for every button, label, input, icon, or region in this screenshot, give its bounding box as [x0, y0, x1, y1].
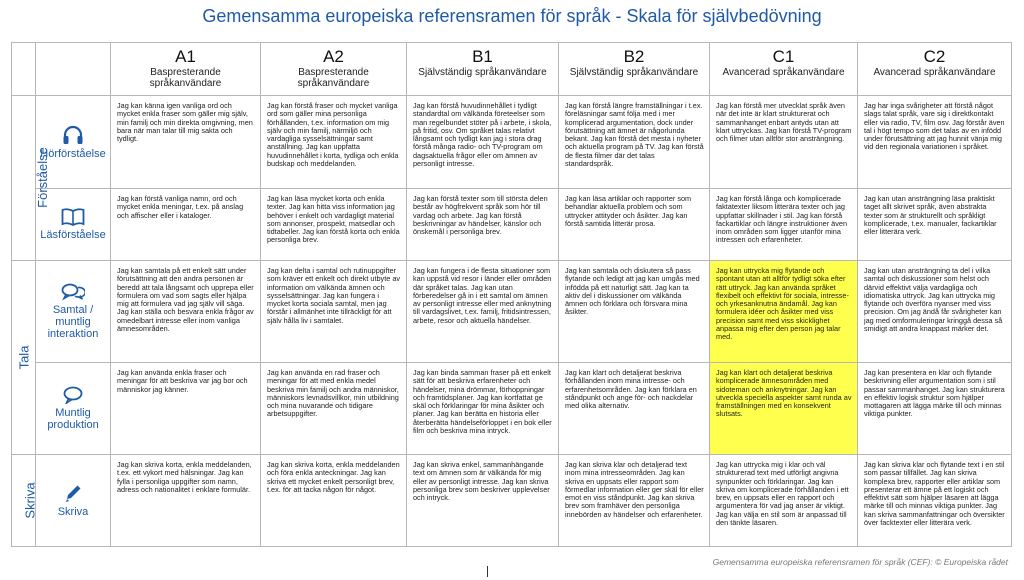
descriptor-cell: Jag kan använda en rad fraser och meningar för att med enkla medel beskriva min familj och andra människor, människors levnadsvillkor, min utbildning och mina nuvarande och tidigare arbetsuppgifter.: [261, 363, 407, 455]
descriptor-cell: Jag kan förstå mer utvecklat språk även när det inte är klart strukturerat och sammanhanget enbart antyds utan att klart uttryckas. Jag kan förstå TV-program och filmer utan alltför stor ansträngning.: [710, 96, 858, 189]
descriptor-cell: Jag kan förstå texter som till största delen består av högfrekvent språk som hör till vardag och arbete. Jag kan förstå beskrivningar av händelser, känslor och önskemål i personliga brev.: [407, 189, 559, 261]
descriptor-cell: Jag kan använda enkla fraser och meningar för att beskriva var jag bor och människor jag känner.: [111, 363, 261, 455]
level-description: Avancerad språkanvändare: [873, 67, 996, 78]
descriptor-cell: Jag kan känna igen vanliga ord och mycket enkla fraser som gäller mig själv, min familj och min direkta omgivning, men bara när man talar till mig sakta och tydligt.: [111, 96, 261, 189]
descriptor-cell: Jag kan utan ansträngning ta del i vilka samtal och diskussioner som helst och därvid effektivt välja vardagliga och idiomatiska uttryck. Jag kan uttrycka mig flytande och överföra nyanser med viss precision. Om jag ändå får svårigheter kan jag med omformuleringar kringgå dessa så smidigt att andra knappast märker det.: [858, 261, 1012, 363]
descriptor-cell-highlighted: Jag kan klart och detaljerat beskriva komplicerade ämnesområden med sidoteman och anknytningar. Jag kan utveckla speciella aspekter samt runda av framställningen med en konsekvent slutsats.: [710, 363, 858, 455]
level-description: Baspresterande språkanvändare: [297, 67, 370, 89]
table-row: [12, 261, 1012, 363]
descriptor-cell: Jag kan utan ansträngning läsa praktiskt taget allt skrivet språk, även abstrakta texter som är strukturellt och språkligt komplicerade, t.ex. manualer, fackartiklar eller litterära verk.: [858, 189, 1012, 261]
skill-muntlig-produktion: [36, 363, 111, 455]
level-code: C2: [923, 47, 946, 66]
descriptor-cell: Jag kan förstå vanliga namn, ord och mycket enkla meningar, t.ex. på anslag och affischer eller i kataloger.: [111, 189, 261, 261]
skill-label: Läsförståelse: [40, 229, 106, 241]
descriptor-cell: Jag kan binda samman fraser på ett enkelt sätt för att beskriva erfarenheter och händelser, mina drömmar, förhoppningar och framtidsplaner. Jag kan kortfattat ge skäl och förklaringar för mina åsikter och planer. Jag kan berätta en historia eller återberätta händelseförloppet i en bok eller film och beskriva mina intryck.: [407, 363, 559, 455]
skill-skriva: [36, 455, 111, 547]
skill-label: Samtal / muntlig interaktion: [47, 304, 99, 340]
corner-cell: [12, 43, 36, 96]
level-header-row: [12, 43, 1012, 96]
level-code: A1: [175, 47, 196, 66]
descriptor-cell: Jag kan läsa artiklar och rapporter som behandlar aktuella problem och som uttrycker attityder och åsikter. Jag kan förstå samtida litterär prosa.: [559, 189, 710, 261]
chat-bubbles-icon: [61, 283, 85, 301]
book-icon: [61, 208, 85, 226]
descriptor-cell: Jag kan skriva korta, enkla meddelanden, t.ex. ett vykort med hälsningar. Jag kan fylla i personliga uppgifter som namn, adress och nationalitet i enklare formulär.: [111, 455, 261, 547]
level-description: Baspresterande språkanvändare: [149, 67, 222, 89]
skill-label: Skriva: [57, 506, 89, 518]
descriptor-cell: Jag kan presentera en klar och flytande beskrivning eller argumentation som i stil passar sammanhanget. Jag kan strukturera en effektiv logisk struktur som hjälper mottagaren att lägga märke till och minnas viktiga punkter.: [858, 363, 1012, 455]
descriptor-cell: Jag kan delta i samtal och rutinuppgifter som kräver ett enkelt och direkt utbyte av information om välkända ämnen och sysselsättningar. Jag kan fungera i mycket korta sociala samtal, men jag förstår i allmänhet inte tillräckligt för att själv hålla liv i samtalet.: [261, 261, 407, 363]
descriptor-cell: Jag kan förstå längre framställningar i t.ex. föreläsningar samt följa med i mer komplicerad argumentation, dock under förutsättning att ämnet är någorlunda bekant. Jag kan förstå det mesta i nyheter och aktuella program på TV. Jag kan förstå de flesta filmer där det talas standardspråk.: [559, 96, 710, 189]
level-header-a1: [111, 43, 261, 96]
category-forstaelse: [12, 96, 50, 261]
category-label: Tala: [16, 345, 32, 369]
table-row: [12, 455, 1012, 547]
descriptor-cell: Jag kan förstå huvudinnehållet i tydligt standardtal om välkända företeelser som man regelbundet stöter på i arbete, i skola, på fritid, osv. Om språket talas relativt långsamt och tydligt kan jag i stora drag förstå många radio- och TV-program om dagsaktuella frågor eller om ämnen av personligt intresse.: [407, 96, 559, 189]
table-row: [12, 96, 1012, 189]
level-code: B1: [472, 47, 493, 66]
self-assessment-grid: [11, 42, 1012, 547]
level-code: C1: [772, 47, 795, 66]
headphones-icon: [62, 125, 84, 145]
table-row: [12, 363, 1012, 455]
level-description: Självständig språkanvändare: [569, 67, 699, 78]
skill-label: Muntlig produktion: [47, 407, 99, 431]
skill-label: Hörförståelse: [40, 147, 106, 160]
level-header-a2: [261, 43, 407, 96]
descriptor-cell: Jag kan fungera i de flesta situationer som kan uppstå vid resor i länder eller områden där språket talas. Jag kan utan förberedelser gå in i ett samtal om ämnen av personligt intresse eller med anknytning till vardagslivet, t.ex. familj, fritidsintressen, arbete, resor och aktuella händelser.: [407, 261, 559, 363]
descriptor-cell: Jag kan klart och detaljerat beskriva förhållanden inom mina intresse- och erfarenhetsområden. Jag kan förklara en ståndpunkt och ange för- och nackdelar med olika alternativ.: [559, 363, 710, 455]
descriptor-cell: Jag kan samtala och diskutera så pass flytande och ledigt att jag kan umgås med infödda på ett naturligt sätt. Jag kan ta aktiv del i diskussioner om välkända ämnen och förklara och försvara mina åsikter.: [559, 261, 710, 363]
level-code: A2: [323, 47, 344, 66]
descriptor-cell: Jag kan skriva korta, enkla meddelanden och föra enkla anteckningar. Jag kan skriva ett mycket enkelt personligt brev, t.ex. för att tacka någon för något.: [261, 455, 407, 547]
descriptor-cell: Jag kan skriva klar och flytande text i en stil som passar tillfället. Jag kan skriva komplexa brev, rapporter eller artiklar som presenterar ett ämne på ett logiskt och effektivt sätt som hjälper läsaren att lägga märke till och minnas viktiga punkter. Jag kan skriva sammanfattningar och översikter över facktexter eller litterära verk.: [858, 455, 1012, 547]
text-cursor: [487, 566, 488, 577]
descriptor-cell: Jag kan förstå långa och komplicerade faktatexter liksom litterära texter och jag uppfattar skillnader i stil. Jag kan förstå fackartiklar och längre instruktioner även inom områden som ligger utanför mina intressen och erfarenheter.: [710, 189, 858, 261]
corner-cell: [36, 43, 111, 96]
descriptor-cell: Jag kan samtala på ett enkelt sätt under förutsättning att den andra personen är beredd att tala långsamt och upprepa eller formulera om vad som sagts eller hjälpa mig att formulera vad jag själv vill säga. Jag kan ställa och besvara enkla frågor av omedelbart intresse eller inom vanliga ämnesområden.: [111, 261, 261, 363]
table-row: [12, 189, 1012, 261]
level-header-c2: [858, 43, 1012, 96]
descriptor-cell: Jag kan skriva enkel, sammanhängande text om ämnen som är välkända för mig eller av personligt intresse. Jag kan skriva personliga brev som beskriver upplevelser och intryck.: [407, 455, 559, 547]
descriptor-cell: Jag kan skriva klar och detaljerad text inom mina intresseområden. Jag kan skriva en uppsats eller rapport som förmedlar information eller ger skäl för eller emot en viss ståndpunkt. Jag kan skriva brev som framhäver den personliga innebörden av händelser och erfarenheter.: [559, 455, 710, 547]
descriptor-cell: Jag har inga svårigheter att förstå något slags talat språk, vare sig i direktkontakt eller via radio, TV, film osv. Jag förstår även tal i högt tempo som det talas av en infödd under förutsättning att jag hunnit vänja mig vid den regionala variationen i språket.: [858, 96, 1012, 189]
descriptor-cell: Jag kan uttrycka mig i klar och väl strukturerad text med utförligt angivna synpunkter och förklaringar. Jag kan skriva om komplicerade förhållanden i ett brev, en uppsats eller en rapport och argumentera för vad jag anser är viktigt. Jag kan välja en stil som är anpassad till den tänkte läsaren.: [710, 455, 858, 547]
category-skriva: [12, 455, 36, 547]
skill-samtal: [36, 261, 111, 363]
pen-icon: [63, 483, 83, 503]
page-title: Gemensamma europeiska referensramen för språk - Skala för självbedövning: [202, 6, 822, 26]
level-description: Självständig språkanvändare: [418, 67, 547, 78]
descriptor-cell: Jag kan läsa mycket korta och enkla texter. Jag kan hitta viss information jag behöver i enkelt och vardagligt material som annonser, prospekt, matsedlar och tidtabeller. Jag kan förstå korta och enkla personliga brev.: [261, 189, 407, 261]
level-description: Avancerad språkanvändare: [722, 67, 845, 78]
category-label: Skriva: [22, 481, 38, 519]
copyright-footer: Gemensamma europeiska referensramen för språk (CEF): © Europeiska rådet: [712, 557, 1008, 567]
descriptor-cell: Jag kan förstå fraser och mycket vanliga ord som gäller mina personliga förhållanden, t.ex. information om mig själv och min familj, närmiljö och vardagliga sysselsättningar samt anställning. Jag kan uppfatta huvudinnehållet i korta, tydliga och enkla budskap och meddelanden.: [261, 96, 407, 189]
level-header-b1: [407, 43, 559, 96]
category-tala: [12, 261, 36, 455]
level-header-c1: [710, 43, 858, 96]
level-header-b2: [559, 43, 710, 96]
category-label: Förståelse: [34, 147, 50, 208]
level-code: B2: [623, 47, 645, 66]
speech-bubble-icon: [62, 386, 84, 404]
descriptor-cell-highlighted: Jag kan uttrycka mig flytande och spontant utan att alltför tydligt söka efter rätt uttryck. Jag kan använda språket flexibelt och effektivt för sociala, intresse- och yrkesanknutna ändamål. Jag kan formulera idéer och åsikter med viss precision samt med viss skicklighet anpassa mig efter den person jag talar med.: [710, 261, 858, 363]
